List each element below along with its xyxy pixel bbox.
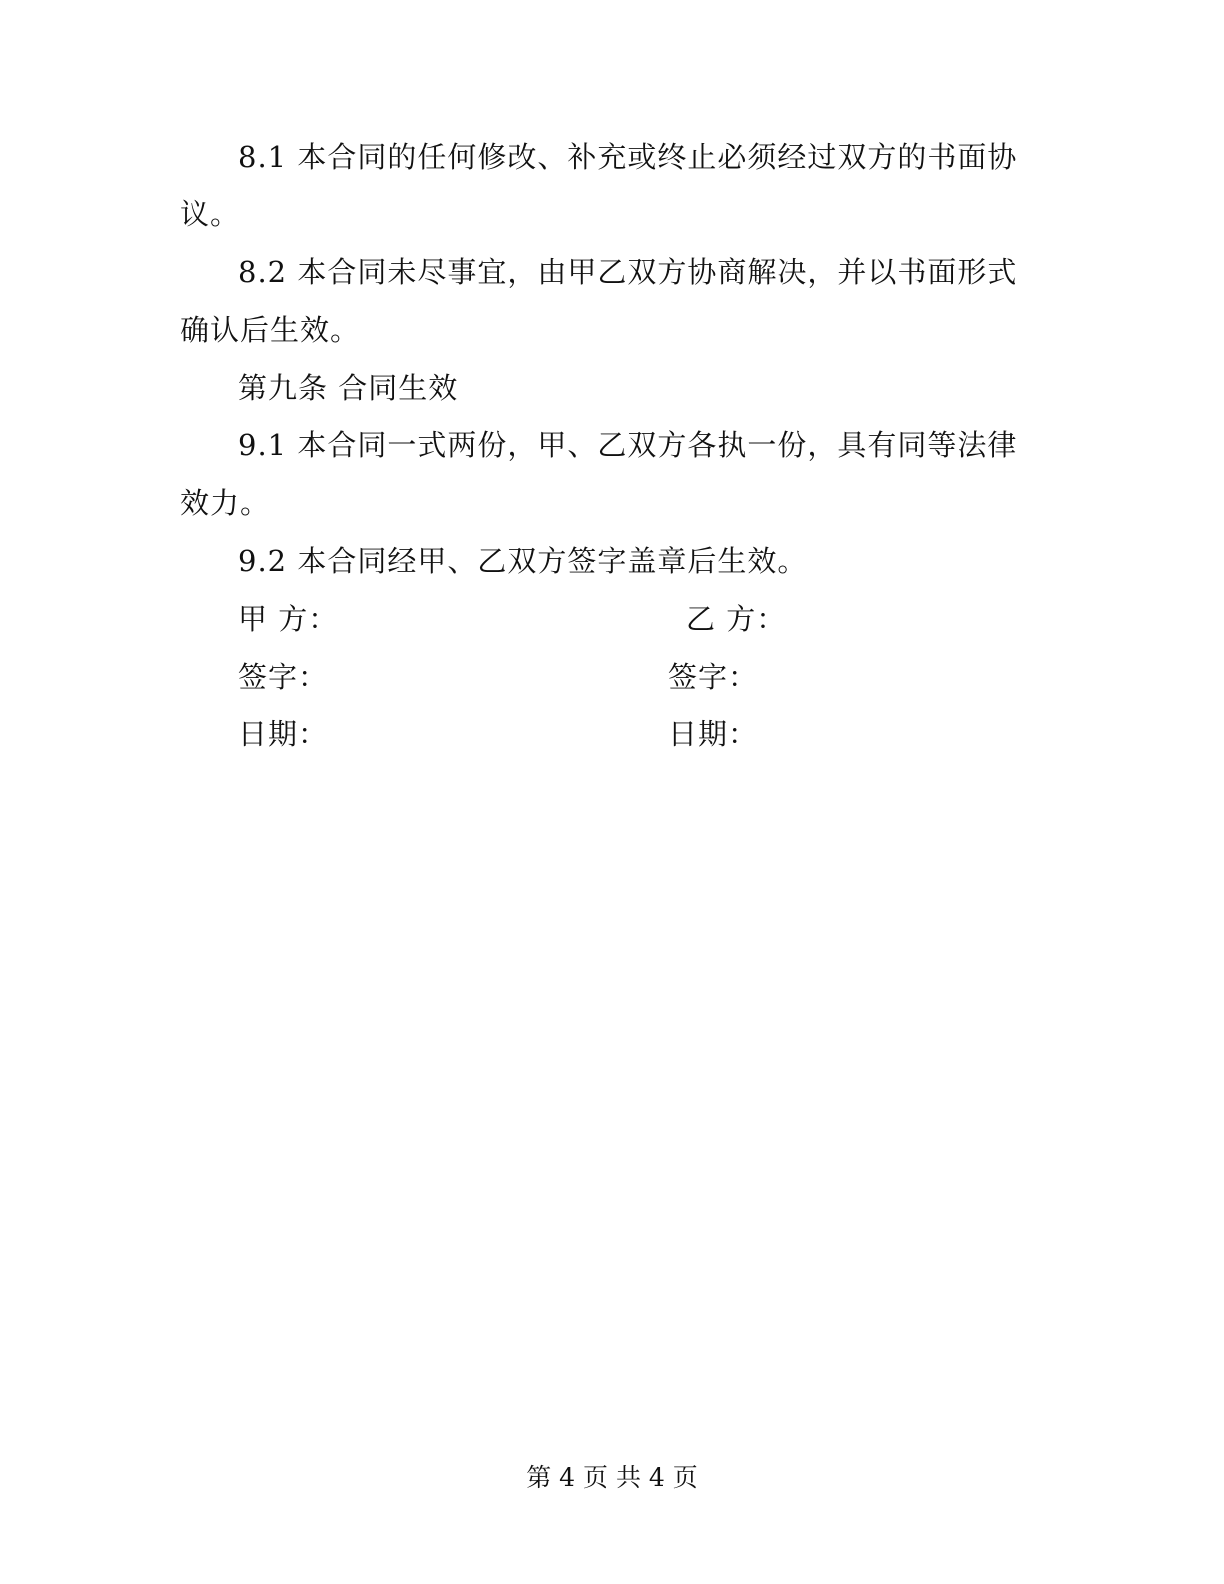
party-a-date-label: 日期： xyxy=(238,717,329,751)
party-b-signature-label: 签字： xyxy=(668,660,759,694)
clause-9-1-line-1: 9.1 本合同一式两份，甲、乙双方各执一份，具有同等法律 xyxy=(238,428,1018,462)
party-b-label: 乙 方： xyxy=(686,602,787,636)
article-9-heading: 第九条 合同生效 xyxy=(238,371,459,405)
clause-9-1-line-2: 效力。 xyxy=(180,486,271,520)
clause-8-2-line-1: 8.2 本合同未尽事宜，由甲乙双方协商解决，并以书面形式 xyxy=(238,255,1018,289)
clause-8-1-line-2: 议。 xyxy=(180,197,241,231)
clause-9-2: 9.2 本合同经甲、乙双方签字盖章后生效。 xyxy=(238,544,808,578)
page-number-footer: 第 4 页 共 4 页 xyxy=(526,1463,698,1492)
party-a-signature-label: 签字： xyxy=(238,660,329,694)
party-b-date-label: 日期： xyxy=(668,717,759,751)
clause-8-2-line-2: 确认后生效。 xyxy=(180,313,361,347)
clause-8-1-line-1: 8.1 本合同的任何修改、补充或终止必须经过双方的书面协 xyxy=(238,140,1018,174)
party-a-label: 甲 方： xyxy=(238,602,339,636)
